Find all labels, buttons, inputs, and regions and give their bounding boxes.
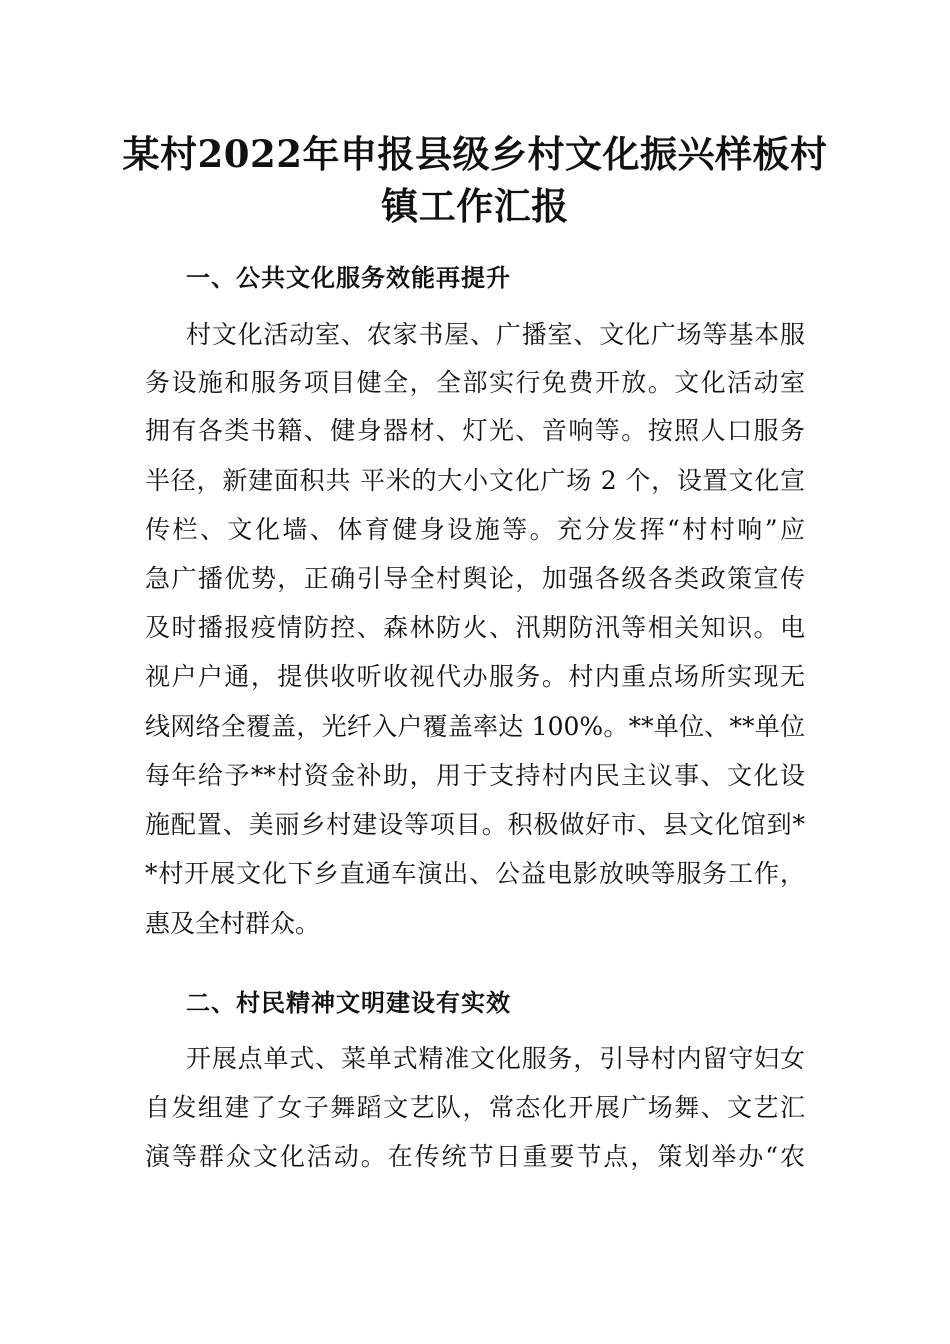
section-2-line: 开展点单式、菜单式精准文化服务，引导村内留守妇女 xyxy=(186,1044,805,1073)
section-1-line: 视户户通，提供收听收视代办服务。村内重点场所实现无 xyxy=(145,662,805,691)
section-1-line: 传栏、文化墙、体育健身设施等。充分发挥“村村响”应 xyxy=(145,515,805,544)
section-1-line: *村开展文化下乡直通车演出、公益电影放映等服务工作， xyxy=(145,859,805,888)
section-1-line: 线网络全覆盖，光纤入户覆盖率达 100%。**单位、**单位 xyxy=(145,712,805,741)
section-1-line: 急广播优势，正确引导全村舆论，加强各级各类政策宣传 xyxy=(145,564,805,593)
section-1-line: 及时播报疫情防控、森林防火、汛期防汛等相关知识。电 xyxy=(145,613,805,642)
section-1-line: 惠及全村群众。 xyxy=(145,909,321,938)
section-2-line: 演等群众文化活动。在传统节日重要节点，策划举办“农 xyxy=(145,1142,805,1171)
section-2-line: 自发组建了女子舞蹈文艺队，常态化开展广场舞、文艺汇 xyxy=(145,1093,805,1122)
section-1-line: 村文化活动室、农家书屋、广播室、文化广场等基本服 xyxy=(186,320,805,349)
section-1-line: 务设施和服务项目健全，全部实行免费开放。文化活动室 xyxy=(145,368,805,397)
section-2-heading: 二、村民精神文明建设有实效 xyxy=(186,988,511,1017)
title-line-1: 某村2022年申报县级乡村文化振兴样板村 xyxy=(122,132,828,176)
section-1-line: 施配置、美丽乡村建设等项目。积极做好市、县文化馆到* xyxy=(145,810,805,839)
document-title xyxy=(110,128,840,232)
title-line-2: 镇工作汇报 xyxy=(381,184,569,228)
section-1-line: 拥有各类书籍、健身器材、灯光、音响等。按照人口服务 xyxy=(145,416,805,445)
section-1-line: 每年给予**村资金补助，用于支持村内民主议事、文化设 xyxy=(145,761,805,790)
section-1-heading: 一、公共文化服务效能再提升 xyxy=(186,263,511,292)
section-1-line: 半径，新建面积共 平米的大小文化广场 2 个，设置文化宣 xyxy=(145,466,805,495)
